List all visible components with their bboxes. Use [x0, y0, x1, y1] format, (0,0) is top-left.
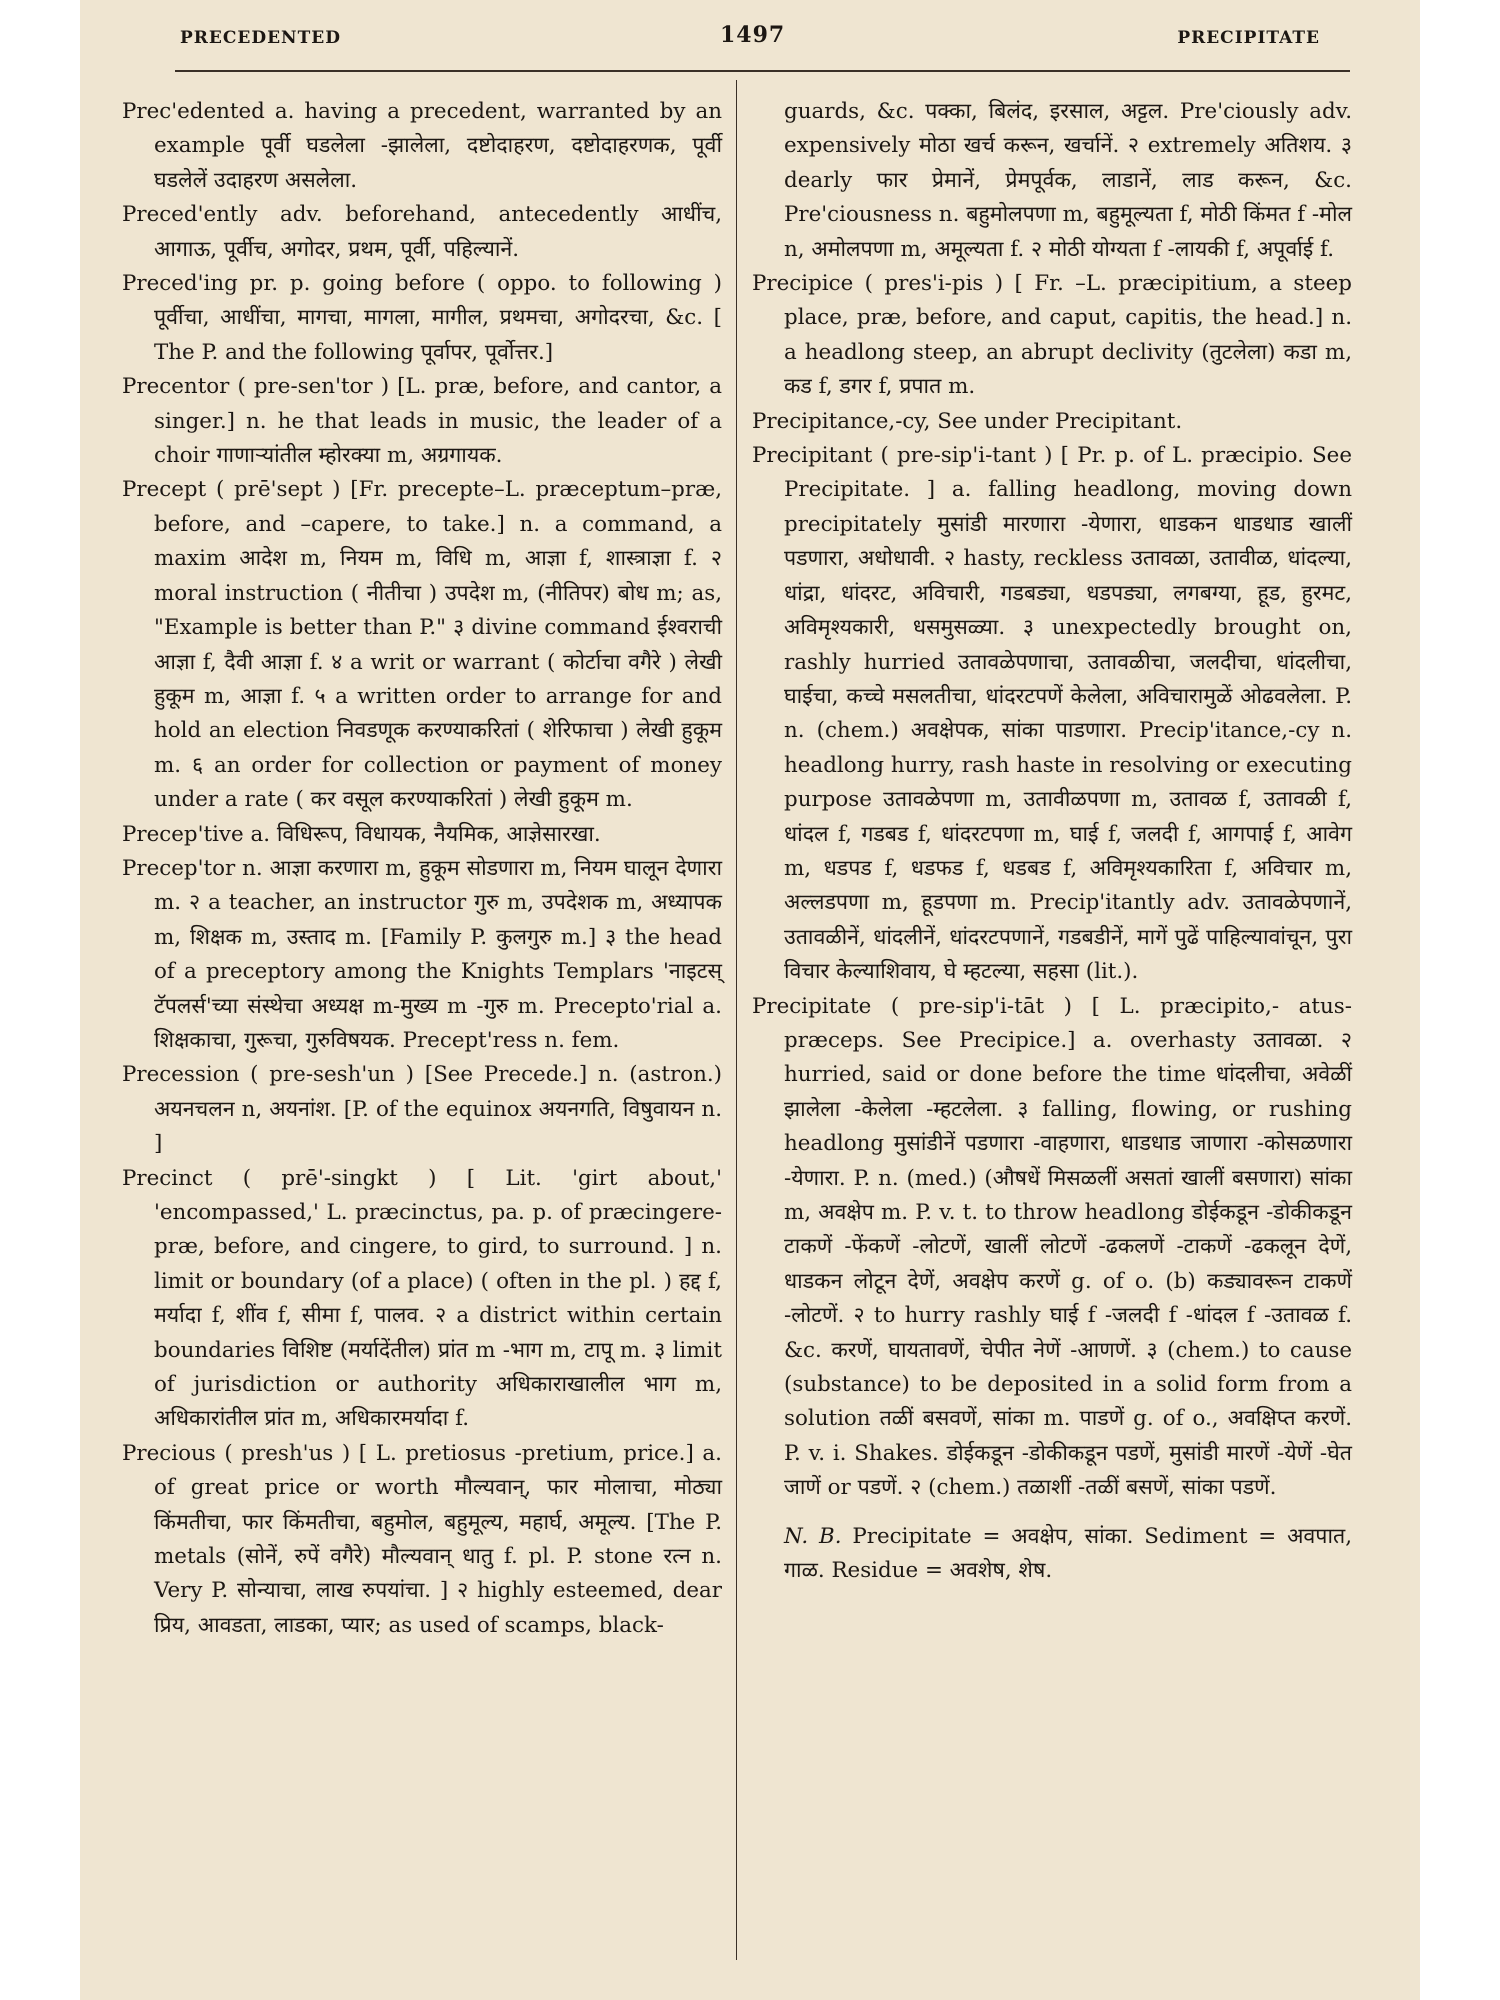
page-number: 1497: [720, 22, 786, 48]
entry-definition: ( presh'us ) [ L. pretiosus -pretium, price.] a. of great price or worth मौल्यवान्, फार मोलाचा, मोठ्या किंमतीचा, फार किंमतीचा, बहुमोल, बहुमूल्य, महार्घ, अमूल्य. [The P. metals (सोनें, रुपें वगैरे) मौल्यवान् धातु f. pl. P. stone रत्न n. Very P. सोन्याचा, लाख रुपयांचा. ] २ highly esteemed, dear प्रिय, आवडता, लाडका, प्यार; as used of scamps, black-: [154, 1440, 722, 1638]
entry-headword: Preced'ently: [122, 202, 258, 228]
entry-definition: a. विधिरूप, विधायक, नैयमिक, आज्ञेसारखा.: [250, 821, 601, 847]
dictionary-entry: [752, 95, 1352, 267]
dictionary-entry: [752, 405, 1352, 439]
entry-headword: Precep'tor: [122, 855, 236, 881]
entry-headword: Precession: [122, 1062, 240, 1088]
left-column: [122, 95, 722, 1643]
dictionary-entry: [122, 1437, 722, 1643]
entry-definition: ( pre-sip'i-tant ) [ Pr. p. of L. præcipio. See Precipitate. ] a. falling headlong, moving down precipitately मुसांडी मारणारा -येणारा, धाडकन धाडधाड खालीं पडणारा, अधोधावी. २ hasty, reckless उतावळा, उतावीळ, धांदल्या, धांद्रा, धांदरट, अविचारी, गडबड्या, धडपड्या, लगबग्या, हूड, हुरमट, अविमृश्यकारी, धसमुसळ्या. ३ unexpectedly brought on, rashly hurried उतावळेपणाचा, उतावळीचा, जलदीचा, धांदलीचा, घाईचा, कच्चे मसलतीचा, धांदरटपणें केलेला, अविचारामुळें ओढवलेला. P. n. (chem.) अवक्षेपक, सांका पाडणारा. Precip'itance,-cy n. headlong hurry, rash haste in resolving or executing purpose उतावळेपणा m, उतावीळपणा m, उतावळ f, उतावळी f, धांदल f, गडबड f, धांदरटपणा m, घाई f, जलदी f, आगपाई f, आवेग m, धडपड f, धडफड f, धडबड f, अविमृश्यकारिता f, अविचार m, अल्लडपणा m, हूडपणा m. Precip'itantly adv. उतावळेपणानें, उतावळीनें, धांदलीनें, धांदरटपणानें, गडबडीनें, मागें पुढें पाहिल्यावांचून, पुरा विचार केल्याशिवाय, घे म्हटल्या, सहसा (lit.).: [784, 443, 1352, 985]
nb-label: N. B.: [784, 1523, 842, 1549]
entry-headword: Precep'tive: [122, 821, 244, 847]
dictionary-entry: [122, 852, 722, 1058]
header-rule: [175, 70, 1350, 72]
entry-headword: Precipitant: [752, 443, 873, 469]
running-head-left: PRECEDENTED: [180, 28, 341, 48]
entry-headword: Precentor: [122, 374, 230, 400]
entry-definition: a. having a precedent, warranted by an example पूर्वी घडलेला -झालेला, दष्टोदाहरण, दष्टोदाहरणक, पूर्वी घडलेलें उदाहरण असलेला.: [154, 99, 722, 193]
entry-definition: adv. beforehand, antecedently आधींच, आगाऊ, पूर्वीच, अगोदर, प्रथम, पूर्वी, पहिल्यानें.: [154, 202, 722, 262]
dictionary-entry: [122, 1162, 722, 1437]
dictionary-entry: [122, 370, 722, 473]
nb-text: Precipitate = अवक्षेप, सांका. Sediment = अवपात, गाळ. Residue = अवशेष, शेष.: [784, 1523, 1352, 1584]
dictionary-entry: [122, 267, 722, 370]
entry-definition: ( pre-sesh'un ) [See Precede.] n. (astron.) अयनचलन n, अयनांश. [P. of the equinox अयनगति, विषुवायन n. ]: [154, 1062, 722, 1157]
entry-definition: See under Precipitant.: [937, 408, 1183, 434]
entry-definition: ( prē'sept ) [Fr. precepte–L. præceptum–præ, before, and –capere, to take.] n. a command, a maxim आदेश m, नियम m, विधि m, आज्ञा f, शास्त्राज्ञा f. २ moral instruction ( नीतीचा ) उपदेश m, (नीतिपर) बोध m; as, "Example is better than P." ३ divine command ईश्वराची आज्ञा f, दैवी आज्ञा f. ४ a writ or warrant ( कोर्टाचा वगैरे ) लेखी हुकूम m, आज्ञा f. ५ a written order to arrange for and hold an election निवडणूक करण्याकरितां ( शेरिफाचा ) लेखी हुकूम m. ६ an order for collection or payment of money under a rate ( कर वसूल करण्याकरितां ) लेखी हुकूम m.: [154, 477, 722, 813]
entry-headword: Preced'ing: [122, 271, 238, 297]
entry-headword: Precipitate: [752, 993, 872, 1019]
entry-headword: Precinct: [122, 1165, 213, 1191]
dictionary-entry: [122, 1058, 722, 1161]
entry-definition: ( prē'-singkt ) [ Lit. 'girt about,' 'encompassed,' L. præcinctus, pa. p. of præcingere-præ, before, and cingere, to gird, to surround. ] n. limit or boundary (of a place) ( often in the pl. ) हद्द f, मर्यादा f, शींव f, सीमा f, पालव. २ a district within certain boundaries विशिष्ट (मर्यादेंतील) प्रांत m -भाग m, टापू m. ३ limit of jurisdiction or authority अधिकाराखालील भाग m, अधिकारांतील प्रांत m, अधिकारमर्यादा f.: [154, 1165, 722, 1432]
dictionary-entry: [122, 198, 722, 267]
entry-headword: Prec'edented: [122, 99, 265, 124]
dictionary-entry: [752, 990, 1352, 1506]
entry-definition: ( pre-sip'i-tāt ) [ L. præcipito,- atus- præceps. See Precipice.] a. overhasty उतावळा. २ hurried, said or done before the time धांदलीचा, अवेळीं झालेला -केलेला -म्हटलेला. ३ falling, flowing, or rushing headlong मुसांडीनें पडणारा -वाहणारा, धाडधाड जाणारा -कोसळणारा -येणारा. P. n. (med.) (औषधें मिसळलीं असतां खालीं बसणारा) सांका m, अवक्षेप m. P. v. t. to throw headlong डोईकडून -डोकीकडून टाकणें -फेंकणें -लोटणें, खालीं लोटणें -ढकलणें -टाकणें -ढकलून देणें, धाडकन लोटून देणें, अवक्षेप करणें g. of o. (b) कड्यावरून टाकणें -लोटणें. २ to hurry rashly घाई f -जलदी f -धांदल f -उतावळ f. &c. करणें, घायतावणें, चेपीत नेणें -आणणें. ३ (chem.) to cause (substance) to be deposited in a solid form from a solution तळीं बसवणें, सांका m. पाडणें g. of o., अवक्षिप्त करणें. P. v. i. Shakes. डोईकडून -डोकीकडून पडणें, मुसांडी मारणें -येणें -घेत जाणें or पडणें. २ (chem.) तळाशीं -तळीं बसणें, सांका पडणें.: [784, 993, 1352, 1501]
right-entries: [752, 95, 1352, 1506]
entry-definition: ( pre-sen'tor ) [L. præ, before, and cantor, a singer.] n. he that leads in music, the leader of a choir गाणाऱ्यांतील म्होरक्या m, अग्रगायक.: [154, 374, 722, 469]
entry-definition: guards, &c. पक्का, बिलंद, इरसाल, अट्टल. Pre'ciously adv. expensively मोठा खर्च करून, खर्चानें. २ extremely अतिशय. ३ dearly फार प्रेमानें, प्रेमपूर्वक, लाडानें, लाड करून, &c. Pre'ciousness n. बहुमोलपणा m, बहुमूल्यता f, मोठी किंमत f -मोल n, अमोलपणा m, अमूल्यता f. २ मोठी योग्यता f -लायकी f, अपूर्वाई f.: [784, 99, 1352, 262]
running-head-right: PRECIPITATE: [1177, 28, 1320, 48]
dictionary-entry: [122, 818, 722, 852]
entry-definition: ( pres'i-pis ) [ Fr. –L. præcipitium, a steep place, præ, before, and caput, capitis, the head.] n. a headlong steep, an abrupt declivity (तुटलेला) कडा m, कड f, डगर f, प्रपात m.: [784, 271, 1352, 400]
dictionary-entry: [752, 439, 1352, 990]
entry-definition: n. आज्ञा करणारा m, हुकूम सोडणारा m, नियम घालून देणारा m. २ a teacher, an instructor गुरु m, उपदेशक m, अध्यापक m, शिक्षक m, उस्ताद m. [Family P. कुलगुरु m.] ३ the head of a preceptory among the Knights Templars 'नाइटस् टॅपलर्स'च्या संस्थेचा अध्यक्ष m-मुख्य m -गुरु m. Precepto'rial a. शिक्षकाचा, गुरूचा, गुरुविषयक. Precept'ress n. fem.: [154, 855, 722, 1053]
column-divider: [736, 80, 737, 1960]
dictionary-page: [80, 0, 1420, 2000]
nb-note: [752, 1520, 1352, 1589]
dictionary-entry: [122, 473, 722, 817]
entry-headword: Precept: [122, 477, 207, 503]
entry-headword: Precipice: [752, 271, 854, 297]
right-column: [752, 95, 1352, 1610]
dictionary-entry: [752, 267, 1352, 405]
dictionary-entry: [122, 95, 722, 198]
entry-headword: Precious: [122, 1440, 216, 1466]
entry-headword: Precipitance,-cy,: [752, 408, 931, 434]
entry-definition: pr. p. going before ( oppo. to following ) पूर्वीचा, आधींचा, मागचा, मागला, मागील, प्रथमचा, अगोदरचा, &c. [ The P. and the following पूर्वापर, पूर्वोत्तर.]: [154, 271, 722, 365]
